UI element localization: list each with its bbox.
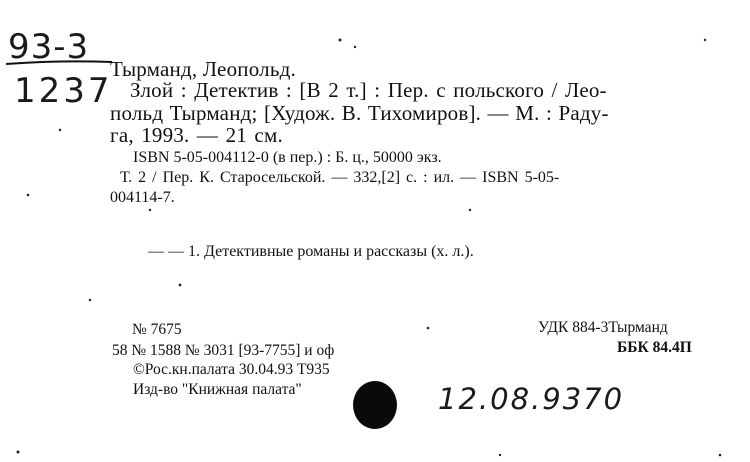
speck — [149, 209, 151, 211]
ink-blot — [353, 381, 397, 429]
subject-heading: — — 1. Детективные романы и рассказы (х. л.). — [148, 243, 474, 260]
speck — [354, 46, 356, 48]
shelf-mark-top: 93-3 — [8, 27, 90, 67]
udk-code: УДК 884-3Тырманд — [538, 319, 668, 336]
card-number: № 7675 — [132, 321, 182, 338]
speck — [469, 209, 471, 211]
author-heading: Тырманд, Леопольд. — [110, 57, 296, 81]
volume-line-1: Т. 2 / Пер. К. Старосельской. — 332,[2] с. : ил. — ISBN 5-05- — [120, 169, 560, 186]
title-line-3: га, 1993. — 21 см. — [110, 123, 283, 147]
speck — [59, 129, 61, 131]
title-line-2: польд Тырманд; [Худож. В. Тихомиров]. — М. : Раду- — [110, 101, 609, 125]
handwritten-date: 12.08.9370 — [438, 382, 625, 416]
registration-line: 58 № 1588 № 3031 [93-7755] и оф — [112, 342, 335, 359]
volume-line-2: 004114-7. — [110, 189, 175, 206]
shelf-mark-bottom: 1237 — [14, 71, 113, 111]
speck — [339, 39, 342, 42]
speck — [427, 327, 430, 330]
speck — [27, 194, 30, 197]
isbn-line: ISBN 5-05-004112-0 (в пер.) : Б. ц., 50000 экз. — [133, 149, 442, 166]
book-chamber-line: ©Рос.кн.палата 30.04.93 Т935 — [133, 361, 330, 378]
speck — [17, 451, 20, 454]
speck — [719, 454, 722, 457]
title-line-1: Злой : Детектив : [В 2 т.] : Пер. с польского / Лео- — [130, 78, 607, 102]
speck — [89, 299, 91, 301]
bbk-code: ББК 84.4П — [617, 339, 692, 356]
publisher-line: Изд-во "Книжная палата" — [133, 381, 302, 398]
speck — [179, 284, 182, 287]
speck — [499, 454, 501, 456]
speck — [704, 39, 706, 41]
